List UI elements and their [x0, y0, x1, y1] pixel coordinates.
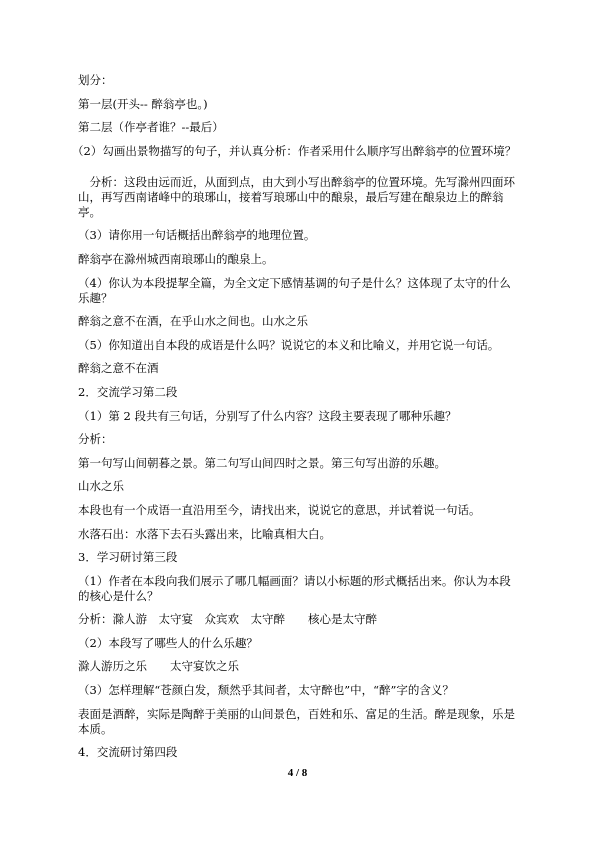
text-line-3: 第二层（作亭者谁？--最后）	[78, 120, 224, 135]
text-line-2: 第一层(开头-- 醉翁亭也。)	[78, 96, 208, 111]
section-2-heading: 2．交流学习第二段	[78, 384, 178, 399]
section-3-analysis: 分析：滁人游 太守宴 众宾欢 太守醉 核心是太守醉	[78, 612, 377, 627]
question-5: （5）你知道出自本段的成语是什么吗？说说它的本义和比喻义，并用它说一句话。	[78, 337, 500, 352]
question-2: （2）勾画出景物描写的句子，并认真分析：作者采用什么顺序写出醉翁亭的位置环境？	[72, 143, 517, 158]
section-2-answer: 山水之乐	[78, 479, 124, 494]
document-body	[72, 73, 518, 769]
question-3: （3）请你用一句话概括出醉翁亭的地理位置。	[78, 228, 316, 243]
text-line-1: 划分：	[78, 73, 113, 87]
section-2-idiom-answer: 水落石出：水落下去石头露出来，比喻真相大白。	[78, 526, 331, 541]
section-2-question-1: （1）第 2 段共有三句话，分别写了什么内容？这段主要表现了哪种乐趣？	[78, 408, 457, 423]
section-3-answer-3: 表面是酒醉，实际是陶醉于美丽的山间景色，百姓和乐、富足的生活。醉是现象，乐是本质。	[78, 706, 515, 736]
answer-3: 醉翁亭在滁州城西南琅琊山的酿泉上。	[78, 251, 274, 266]
section-3-question-2: （2）本段写了哪些人的什么乐趣？	[78, 635, 258, 650]
analysis-1: 分析：这段由远而近，从面到点，由大到小写出醉翁亭的位置环境。先写滁州四面环山，再写西南诸峰中的琅琊山，接着写琅琊山中的酿泉，最后写建在酿泉边上的醉翁亭。	[78, 174, 515, 219]
section-3-heading: 3．学习研讨第三段	[78, 550, 178, 565]
section-2-analysis: 第一句写山间朝暮之景。第二句写山间四时之景。第三句写出游的乐趣。	[78, 455, 446, 470]
page-number: 4 / 8	[287, 767, 308, 779]
section-2-analysis-label: 分析：	[78, 432, 113, 447]
question-4: （4）你认为本段提挈全篇，为全文定下感情基调的句子是什么？这体现了太守的什么乐趣？	[78, 275, 511, 305]
section-2-idiom-question: 本段也有一个成语一直沿用至今，请找出来，说说它的意思，并试着说一句话。	[78, 502, 481, 517]
section-3-answer-2: 滁人游历之乐 太守宴饮之乐	[78, 659, 239, 674]
answer-5: 醉翁之意不在酒	[78, 361, 159, 376]
answer-4: 醉翁之意不在酒，在乎山水之间也。山水之乐	[78, 314, 308, 329]
section-3-question-3: （3）怎样理解“苍颜白发，颓然乎其间者，太守醉也”中，“醉”字的含义？	[78, 683, 454, 698]
section-4-heading: 4．交流研讨第四段	[78, 745, 178, 760]
section-3-question-1: （1）作者在本段向我们展示了哪几幅画面？请以小标题的形式概括出来。你认为本段的核心是什么？	[78, 573, 511, 603]
